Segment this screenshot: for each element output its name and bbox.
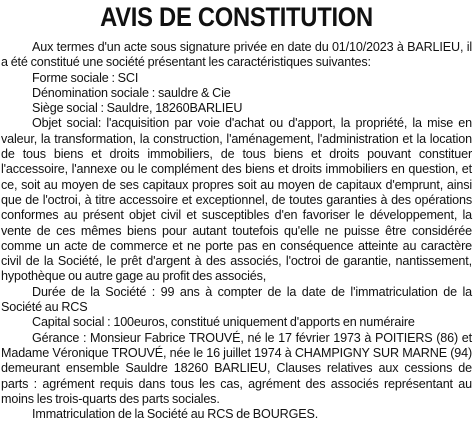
notice-title: AVIS DE CONSTITUTION [100, 2, 373, 32]
paragraph-management: Gérance : Monsieur Fabrice TROUVÉ, né le 17 février 1973 à POITIERS (86) et Madame Véronique TROUVÉ, née le 16 juillet 1974 à CHAMPIGNY SUR MARNE (94) demeurant ensemble Sauldre 18260 BARLIEU, Clauses relatives aux cessions de parts : agrément requis dans tous les cas, agrément des associés représentant au moins les trois-quarts des parts sociales. [1, 330, 472, 406]
paragraph-registered-office: Siège social : Sauldre, 18260BARLIEU [32, 101, 243, 116]
paragraph-intro: Aux termes d'un acte sous signature privée en date du 01/10/2023 à BARLIEU, il a été constitué une société présentant les caractéristiques suivantes: [1, 40, 472, 70]
paragraph-duration: Durée de la Société : 99 ans à compter de la date de l'immatriculation de la Société au RCS [1, 284, 472, 315]
paragraph-registration: Immatriculation de la Société au RCS de BOURGES. [32, 407, 319, 422]
paragraph-legal-form: Forme sociale : SCI [32, 70, 139, 85]
paragraph-corporate-purpose: Objet social: l'acquisition par voie d'achat ou d'apport, la propriété, la mise en valeur, la transformation, la construction, l'aménagement, l'administration et la location de tous biens et droits immobiliers, de tous biens et droits pouvant constituer l'accessoire, l'annexe ou le complément des biens et droits immobiliers en question, et ce, soit au moyen de ses capitaux propres soit au moyen de capitaux d'emprunt, ainsi que de l'octroi, à titre accessoire et exceptionnel, de toutes garanties à des opérations conformes au présent objet civil et susceptibles d'en favoriser le développement, la vente de ces mêmes biens pour autant toutefois qu'elle ne puisse être considérée comme un acte de commerce et ne porte pas en conséquence atteinte au caractère civil de la Société, le prêt d'argent à des associés, l'octroi de garantie, nantissement, hypothèque ou autre gage au profit des associés, [1, 116, 472, 284]
paragraph-company-name: Dénomination sociale : sauldre & Cie [32, 85, 231, 100]
notice-body [1, 40, 472, 422]
paragraph-capital: Capital social : 100euros, constitué uniquement d'apports en numéraire [32, 315, 415, 330]
